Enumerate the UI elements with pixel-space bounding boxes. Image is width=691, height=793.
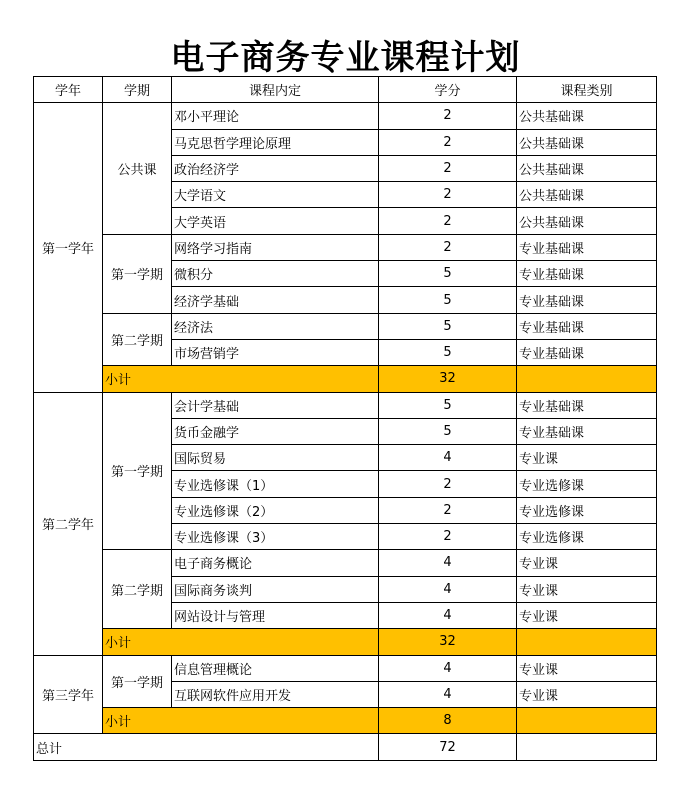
header-category: 课程类别 [517,77,657,103]
subtotal-label: 小计 [103,708,379,734]
subtotal-empty [517,366,657,392]
subtotal-value: 8 [379,708,517,734]
course-name: 网站设计与管理 [172,602,379,628]
subtotal-row [34,629,657,655]
subtotal-value: 32 [379,629,517,655]
course-category: 专业选修课 [517,497,657,523]
course-category: 专业基础课 [517,234,657,260]
course-credit: 2 [379,103,517,129]
subtotal-empty [517,708,657,734]
course-category: 公共基础课 [517,155,657,181]
course-category: 专业课 [517,445,657,471]
course-credit: 4 [379,655,517,681]
course-category: 专业选修课 [517,524,657,550]
course-credit: 4 [379,602,517,628]
year-cell-2: 第二学年 [34,392,103,655]
course-category: 专业课 [517,576,657,602]
course-category: 专业课 [517,602,657,628]
course-name: 国际贸易 [172,445,379,471]
year-cell-1: 第一学年 [34,103,103,392]
course-credit: 5 [379,339,517,365]
course-category: 专业课 [517,655,657,681]
header-row [34,77,657,103]
course-name: 政治经济学 [172,155,379,181]
table-row [34,655,657,681]
year-cell-3: 第三学年 [34,655,103,734]
course-category: 专业基础课 [517,392,657,418]
course-plan-table [33,76,657,761]
table-row [34,392,657,418]
course-credit: 5 [379,418,517,444]
term-cell-second: 第二学期 [103,550,172,629]
course-credit: 4 [379,550,517,576]
course-name: 专业选修课（3） [172,524,379,550]
course-category: 专业基础课 [517,313,657,339]
course-credit: 4 [379,445,517,471]
total-label: 总计 [34,734,379,760]
course-credit: 5 [379,261,517,287]
total-row [34,734,657,760]
table-row [34,234,657,260]
total-empty [517,734,657,760]
course-credit: 2 [379,234,517,260]
course-name: 互联网软件应用开发 [172,681,379,707]
course-credit: 2 [379,471,517,497]
course-name: 专业选修课（1） [172,471,379,497]
course-category: 专业课 [517,550,657,576]
course-category: 公共基础课 [517,208,657,234]
subtotal-label: 小计 [103,629,379,655]
term-cell-public: 公共课 [103,103,172,234]
course-name: 货币金融学 [172,418,379,444]
header-year: 学年 [34,77,103,103]
course-name: 专业选修课（2） [172,497,379,523]
subtotal-row [34,366,657,392]
course-credit: 2 [379,155,517,181]
subtotal-value: 32 [379,366,517,392]
course-name: 邓小平理论 [172,103,379,129]
subtotal-row [34,708,657,734]
term-cell-first: 第一学期 [103,234,172,313]
course-category: 专业基础课 [517,261,657,287]
page-title: 电子商务专业课程计划 [170,38,521,78]
subtotal-empty [517,629,657,655]
course-name: 大学英语 [172,208,379,234]
course-category: 专业基础课 [517,287,657,313]
course-credit: 4 [379,576,517,602]
term-cell-first: 第一学期 [103,655,172,708]
course-name: 信息管理概论 [172,655,379,681]
course-credit: 5 [379,313,517,339]
header-credit: 学分 [379,77,517,103]
course-credit: 2 [379,524,517,550]
course-credit: 2 [379,497,517,523]
course-credit: 2 [379,129,517,155]
table-row [34,313,657,339]
table-row [34,103,657,129]
course-name: 微积分 [172,261,379,287]
table-row [34,550,657,576]
header-term: 学期 [103,77,172,103]
course-name: 大学语文 [172,182,379,208]
course-name: 经济法 [172,313,379,339]
subtotal-label: 小计 [103,366,379,392]
course-name: 市场营销学 [172,339,379,365]
course-category: 专业课 [517,681,657,707]
course-category: 专业基础课 [517,418,657,444]
total-value: 72 [379,734,517,760]
course-credit: 5 [379,287,517,313]
course-category: 专业选修课 [517,471,657,497]
course-name: 经济学基础 [172,287,379,313]
course-category: 公共基础课 [517,129,657,155]
course-category: 公共基础课 [517,103,657,129]
course-name: 网络学习指南 [172,234,379,260]
course-credit: 2 [379,182,517,208]
course-category: 公共基础课 [517,182,657,208]
course-name: 马克思哲学理论原理 [172,129,379,155]
course-credit: 4 [379,681,517,707]
course-name: 会计学基础 [172,392,379,418]
course-credit: 5 [379,392,517,418]
term-cell-first: 第一学期 [103,392,172,550]
course-name: 国际商务谈判 [172,576,379,602]
course-name: 电子商务概论 [172,550,379,576]
course-credit: 2 [379,208,517,234]
course-category: 专业基础课 [517,339,657,365]
term-cell-second: 第二学期 [103,313,172,366]
header-content: 课程内定 [172,77,379,103]
